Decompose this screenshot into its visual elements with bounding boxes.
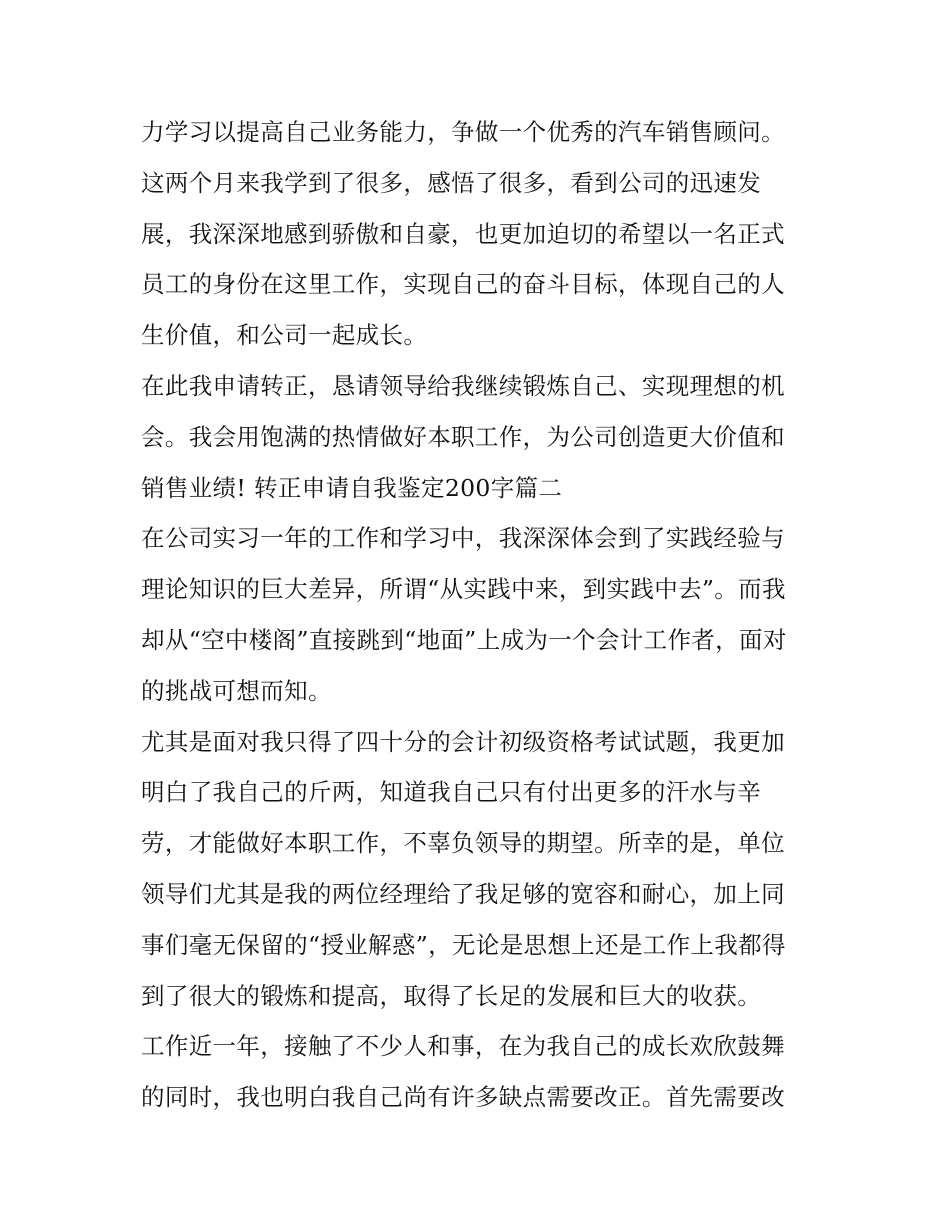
text-line: 在此我申请转正，恳请领导给我继续锻炼自己、实现理想的机 [141,371,785,400]
text-line: 的同时，我也明白我自己尚有许多缺点需要改正。首先需要改 [141,1083,785,1112]
text-line: 理论知识的巨大差异，所谓“从实践中来，到实践中去”。而我 [141,575,786,604]
section-heading-line: 销售业绩! 转正申请自我鉴定200字篇二 [141,473,563,502]
text-line: 会。我会用饱满的热情做好本职工作，为公司创造更大价值和 [141,422,785,451]
text-line: 尤其是面对我只得了四十分的会计初级资格考试试题，我更加 [141,727,785,756]
text-line: 在公司实习一年的工作和学习中，我深深体会到了实践经验与 [141,524,785,553]
text-line: 明白了我自己的斤两，知道我自己只有付出更多的汗水与辛 [141,778,762,807]
text-line: 展，我深深地感到骄傲和自豪，也更加迫切的希望以一名正式 [141,219,785,248]
text-line: 员工的身份在这里工作，实现自己的奋斗目标，体现自己的人 [141,270,785,299]
text-line: 到了很大的锻炼和提高，取得了长足的发展和巨大的收获。 [141,981,762,1010]
text-line: 的挑战可想而知。 [141,676,332,705]
text-line: 却从“空中楼阁”直接跳到“地面”上成为一个会计工作者，面对 [141,625,787,654]
text-line: 领导们尤其是我的两位经理给了我足够的宽容和耐心，加上同 [141,879,785,908]
text-line: 这两个月来我学到了很多，感悟了很多，看到公司的迅速发 [141,168,762,197]
text-line: 劳，才能做好本职工作，不辜负领导的期望。所幸的是，单位 [141,829,785,858]
document-body [141,107,821,1123]
text-line: 生价值，和公司一起成长。 [141,321,428,350]
text-line: 事们毫无保留的“授业解惑”，无论是思想上还是工作上我都得 [141,930,786,959]
text-line: 力学习以提高自己业务能力，争做一个优秀的汽车销售顾问。 [141,118,785,146]
text-line: 工作近一年，接触了不少人和事，在为我自己的成长欢欣鼓舞 [141,1032,785,1061]
